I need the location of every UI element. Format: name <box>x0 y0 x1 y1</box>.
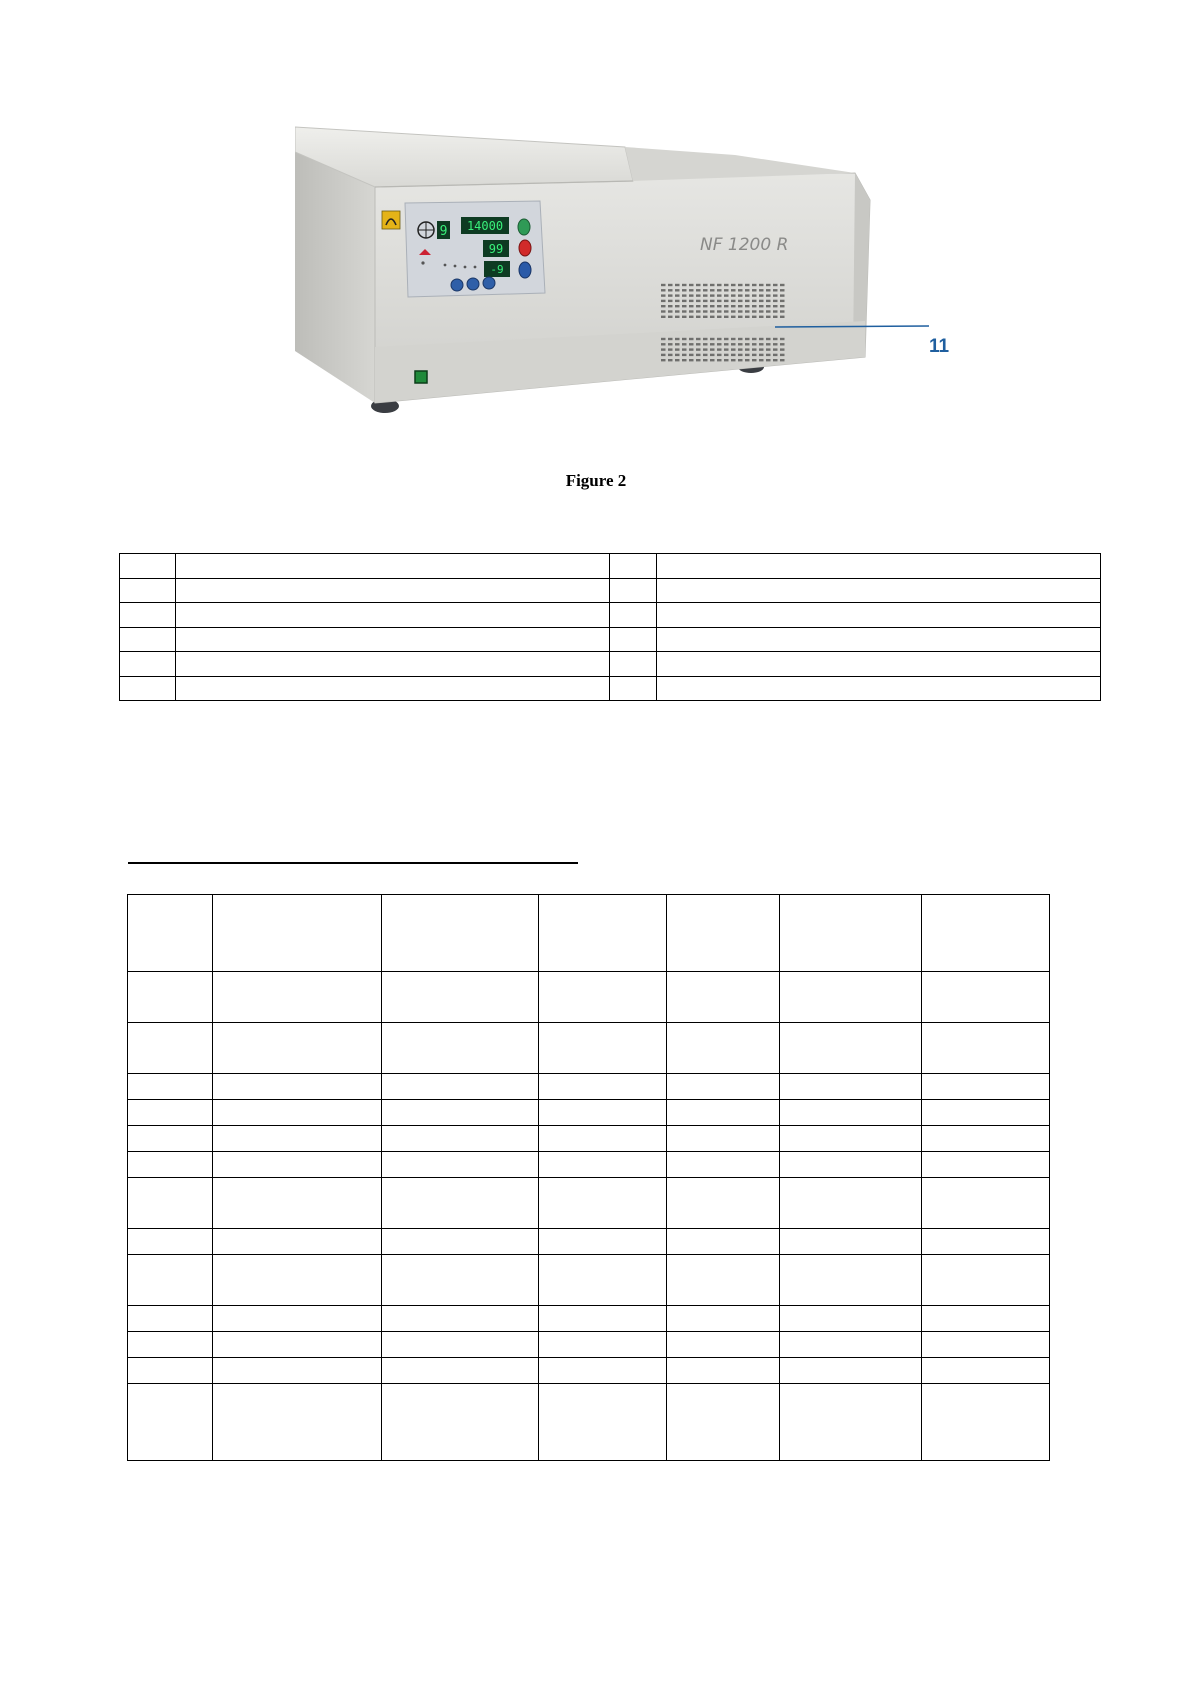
svg-text:-9: -9 <box>490 263 504 276</box>
temperature-display <box>484 261 510 277</box>
data-cell <box>128 1358 213 1384</box>
data-cell <box>128 1023 213 1074</box>
panel-button-3[interactable] <box>483 277 495 289</box>
data-cell <box>382 1384 539 1461</box>
legend-table <box>119 553 1101 701</box>
data-cell <box>539 1306 667 1332</box>
data-cell <box>780 1100 922 1126</box>
data-row <box>128 1358 1050 1384</box>
data-cell <box>128 1255 213 1306</box>
data-cell <box>922 972 1050 1023</box>
data-cell <box>382 1358 539 1384</box>
time-display <box>483 240 509 257</box>
data-cell <box>128 1152 213 1178</box>
callout-number: 11 <box>929 336 950 357</box>
data-cell <box>128 895 213 972</box>
legend-cell <box>657 578 1101 603</box>
data-cell <box>213 1255 382 1306</box>
data-row <box>128 1229 1050 1255</box>
legend-cell <box>176 603 610 628</box>
speed-display <box>461 217 509 234</box>
panel-button-1[interactable] <box>451 279 463 291</box>
open-lid-button[interactable] <box>519 262 531 278</box>
legend-cell <box>176 627 610 652</box>
data-cell <box>213 1100 382 1126</box>
data-cell <box>922 1152 1050 1178</box>
legend-cell <box>610 627 657 652</box>
legend-cell <box>120 554 176 579</box>
data-cell <box>213 1358 382 1384</box>
data-cell <box>382 1229 539 1255</box>
data-cell <box>667 1229 780 1255</box>
data-cell <box>382 972 539 1023</box>
data-cell <box>539 1100 667 1126</box>
panel-button-2[interactable] <box>467 278 479 290</box>
data-row <box>128 1023 1050 1074</box>
data-cell <box>213 895 382 972</box>
side-panel <box>295 147 375 403</box>
svg-text:9: 9 <box>439 224 448 239</box>
data-cell <box>213 1229 382 1255</box>
legend-cell <box>610 554 657 579</box>
data-cell <box>382 1332 539 1358</box>
data-cell <box>382 1255 539 1306</box>
data-cell <box>213 1384 382 1461</box>
data-cell <box>780 972 922 1023</box>
data-cell <box>780 1178 922 1229</box>
data-cell <box>213 1306 382 1332</box>
data-table <box>127 894 1050 1461</box>
data-cell <box>922 1100 1050 1126</box>
data-row <box>128 1255 1050 1306</box>
data-cell <box>128 1332 213 1358</box>
data-cell <box>667 895 780 972</box>
data-cell <box>922 1332 1050 1358</box>
data-cell <box>780 1074 922 1100</box>
data-cell <box>922 1023 1050 1074</box>
legend-row <box>120 676 1101 701</box>
data-cell <box>780 1126 922 1152</box>
data-cell <box>539 895 667 972</box>
legend-cell <box>176 652 610 677</box>
data-cell <box>667 1384 780 1461</box>
legend-cell <box>176 676 610 701</box>
data-cell <box>128 1126 213 1152</box>
svg-text:99: 99 <box>488 242 504 256</box>
data-cell <box>213 1074 382 1100</box>
data-cell <box>667 1100 780 1126</box>
data-row <box>128 1074 1050 1100</box>
data-cell <box>539 972 667 1023</box>
data-row <box>128 895 1050 972</box>
data-cell <box>667 1126 780 1152</box>
data-cell <box>213 972 382 1023</box>
legend-cell <box>657 627 1101 652</box>
data-cell <box>667 1178 780 1229</box>
section-heading-underline <box>128 862 578 864</box>
legend-cell <box>610 603 657 628</box>
data-cell <box>922 1306 1050 1332</box>
data-cell <box>539 1074 667 1100</box>
data-row <box>128 1306 1050 1332</box>
data-cell <box>922 1074 1050 1100</box>
data-cell <box>922 1126 1050 1152</box>
data-cell <box>780 1358 922 1384</box>
data-cell <box>667 1255 780 1306</box>
data-row <box>128 1126 1050 1152</box>
legend-cell <box>176 578 610 603</box>
data-cell <box>667 1152 780 1178</box>
data-cell <box>539 1384 667 1461</box>
model-label: NF 1200 R <box>700 235 789 255</box>
data-cell <box>667 1074 780 1100</box>
data-cell <box>922 1229 1050 1255</box>
data-cell <box>213 1126 382 1152</box>
data-cell <box>382 1074 539 1100</box>
legend-cell <box>120 603 176 628</box>
data-cell <box>382 1178 539 1229</box>
data-cell <box>128 1074 213 1100</box>
data-cell <box>382 1100 539 1126</box>
data-cell <box>382 1023 539 1074</box>
data-cell <box>667 1306 780 1332</box>
legend-row <box>120 578 1101 603</box>
data-cell <box>128 972 213 1023</box>
legend-cell <box>176 554 610 579</box>
data-row <box>128 1100 1050 1126</box>
centrifuge-photo <box>295 125 945 450</box>
start-button[interactable] <box>518 219 530 235</box>
brand-logo <box>382 211 400 229</box>
data-cell <box>780 1023 922 1074</box>
data-cell <box>539 1126 667 1152</box>
data-row <box>128 1332 1050 1358</box>
data-cell <box>539 1229 667 1255</box>
data-cell <box>780 1306 922 1332</box>
figure-caption: Figure 2 <box>565 471 627 490</box>
stop-button[interactable] <box>519 240 531 256</box>
data-row <box>128 972 1050 1023</box>
data-cell <box>382 1306 539 1332</box>
legend-row <box>120 603 1101 628</box>
data-cell <box>539 1358 667 1384</box>
data-cell <box>128 1306 213 1332</box>
data-cell <box>780 895 922 972</box>
legend-cell <box>120 676 176 701</box>
data-cell <box>539 1152 667 1178</box>
data-cell <box>382 1152 539 1178</box>
legend-cell <box>610 578 657 603</box>
svg-text:14000: 14000 <box>466 219 504 233</box>
data-cell <box>780 1332 922 1358</box>
data-cell <box>667 1358 780 1384</box>
data-cell <box>780 1229 922 1255</box>
data-row <box>128 1152 1050 1178</box>
data-cell <box>539 1332 667 1358</box>
data-cell <box>382 895 539 972</box>
legend-cell <box>120 578 176 603</box>
callout-line <box>775 326 929 327</box>
power-switch[interactable] <box>415 371 427 383</box>
data-cell <box>922 1358 1050 1384</box>
legend-row <box>120 554 1101 579</box>
legend-row <box>120 627 1101 652</box>
legend-cell <box>657 603 1101 628</box>
data-cell <box>213 1178 382 1229</box>
data-cell <box>128 1178 213 1229</box>
data-cell <box>213 1332 382 1358</box>
data-cell <box>922 1384 1050 1461</box>
data-cell <box>780 1384 922 1461</box>
data-cell <box>922 1178 1050 1229</box>
legend-cell <box>120 652 176 677</box>
legend-cell <box>657 554 1101 579</box>
legend-cell <box>657 676 1101 701</box>
data-cell <box>667 972 780 1023</box>
data-cell <box>667 1332 780 1358</box>
data-row <box>128 1384 1050 1461</box>
data-cell <box>539 1023 667 1074</box>
data-cell <box>922 1255 1050 1306</box>
legend-cell <box>610 676 657 701</box>
data-cell <box>539 1178 667 1229</box>
program-display <box>437 221 450 239</box>
data-cell <box>128 1384 213 1461</box>
legend-row <box>120 652 1101 677</box>
data-cell <box>128 1100 213 1126</box>
legend-cell <box>610 652 657 677</box>
data-cell <box>213 1152 382 1178</box>
data-cell <box>382 1126 539 1152</box>
data-cell <box>128 1229 213 1255</box>
legend-cell <box>657 652 1101 677</box>
legend-cell <box>120 627 176 652</box>
data-cell <box>780 1255 922 1306</box>
data-cell <box>539 1255 667 1306</box>
data-row <box>128 1178 1050 1229</box>
data-cell <box>213 1023 382 1074</box>
data-cell <box>922 895 1050 972</box>
data-cell <box>667 1023 780 1074</box>
data-cell <box>780 1152 922 1178</box>
